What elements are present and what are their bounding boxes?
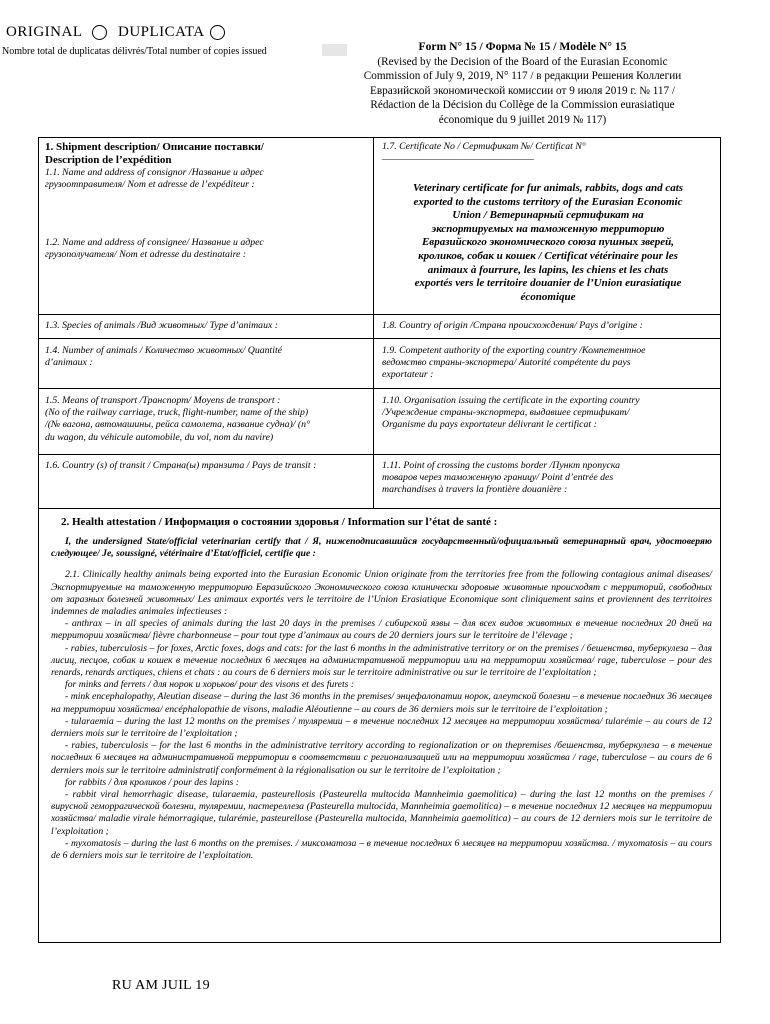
consignee-label: грузополучателя/ Nom et adresse du destinataire :: [45, 249, 247, 261]
attestation-paragraph: - anthrax – in all species of animals during the last 20 days in the premises / сибирской язвы – для всех видов животных в течение последних 20 дней на территории хозяйства/ fièvre charbonneuse – pour tout type d’animaux au cours de 20 derniers jours sur le territoire de l’élevage ;: [51, 618, 712, 642]
issuing-organisation-field[interactable]: [382, 395, 716, 432]
row-divider: [39, 388, 720, 389]
certificate-number-blank: _______________________________: [382, 151, 534, 163]
attestation-paragraph: for minks and ferrets / для норок и хорьков/ pour des visons et des furets :: [65, 679, 355, 691]
row-divider: [39, 314, 720, 315]
certificate-title: [383, 182, 713, 304]
row-divider: [39, 338, 720, 339]
border-crossing-label: товаров через таможенную границу/ Point d’entrée des: [382, 472, 614, 484]
transit-countries-field[interactable]: [45, 460, 371, 472]
consignor-label: 1.1. Name and address of consignor /Название и адрес: [45, 167, 264, 178]
certificate-title-line: Union / Ветеринарный сертификат на: [452, 209, 644, 222]
transport-label: du wagon, du véhicule automobile, du vol, nom du navire): [45, 431, 274, 443]
transit-label: 1.6. Country (s) of transit / Страна(ы) транзита / Pays de transit :: [45, 460, 317, 471]
border-crossing-label: 1.11. Point of crossing the customs border /Пункт пропуска: [382, 460, 621, 471]
attestation-paragraph: for rabbits / для кроликов / pour des lapins :: [65, 776, 239, 788]
form-revision-line: (Revised by the Decision of the Board of the Eurasian Economic: [377, 55, 668, 68]
species-label: 1.3. Species of animals /Вид животных/ Type d’animaux :: [45, 320, 279, 331]
number-of-animals-label: 1.4. Number of animals / Количество животных/ Quantité: [45, 345, 283, 356]
certificate-title-line: Veterinary certificate for fur animals, rabbits, dogs and cats: [412, 182, 684, 194]
copies-issued-label: Nombre total de duplicatas délivrés/Total number of copies issued: [2, 46, 267, 57]
competent-authority-label: 1.9. Competent authority of the exporting country /Компетентное: [382, 345, 646, 356]
number-of-animals-label: d’animaux :: [45, 357, 93, 369]
duplicata-label: DUPLICATA: [118, 24, 204, 40]
footer-code: RU AM JUIL 19: [112, 978, 210, 993]
section1-title: 1. Shipment description/ Описание поставки/: [45, 141, 264, 153]
column-divider: [373, 138, 374, 508]
original-radio[interactable]: [92, 25, 107, 40]
attestation-paragraph: - rabies, tuberculosis – for the last 6 months in the administrative territory according to regionalization or on thepremises /бешенства, туберкулеза – в течение последних 6 месяцев на административной территории в соответствии с регионализацией или на территории хозяйства / rage, tuberculose – au cours de 6 derniers mois sur le territoire administratif conformément à la régionalisation ou sur le territoire de l’exploitation ;: [51, 740, 712, 776]
form-revision-line: Rédaction de la Décision du Collège de la Commission eurasiatique: [370, 99, 675, 112]
form-revision-line: Евразийской экономической комиссии от 9 июля 2019 г. № 117 /: [369, 84, 676, 97]
certificate-title-line: Евразийского экономического союза пушных зверей,: [421, 236, 675, 249]
certificate-title-line: кроликов, собак и кошек / Certificat vétérinaire pour les: [418, 249, 678, 262]
form-revision-line: Commission of July 9, 2019, N° 117 / в редакции Решения Коллегии: [363, 70, 682, 83]
certificate-title-line: animaux à fourrure, les lapins, les chiens et les chats: [427, 263, 669, 276]
shipment-description-field[interactable]: [45, 141, 369, 191]
certificate-form: [38, 137, 721, 943]
attestation-paragraph: - rabbit viral hemorrhagic disease, tularaemia, pasteurellosis (Pasteurella multocida Mannheimia gaemolitica) – during the last 12 months on the premises / вирусной геморрагической болезни, туляремии, пастереллеза (Pasteurella multocida, Mannheimia gaemolitica) – в течение последних 12 месяцев на территории хозяйства/ maladie virale hémorragique, tularémie, pasteurellose (Pasteurella multocida, Mannheimia gaemolitica) – au cours de 12 derniers mois sur le territoire de l’exploitation ;: [51, 789, 712, 837]
row-divider: [39, 454, 720, 455]
section1-title: Description de l’expédition: [45, 154, 172, 166]
certificate-title-line: exported to the customs territory of the Eurasian Economic: [413, 195, 683, 208]
duplicata-option[interactable]: [118, 24, 225, 41]
consignor-label: грузоотправителя/ Nom et adresse de l’expéditeur :: [45, 179, 255, 191]
consignee-field[interactable]: [45, 237, 369, 261]
certificate-title-line: экспортируемых на таможенную территорию: [431, 222, 665, 235]
species-field[interactable]: [45, 320, 369, 332]
section2-title: 2. Health attestation / Информация о состоянии здоровья / Information sur l’état de santé :: [61, 516, 498, 528]
attestation-paragraph: - myxomatosis – during the last 6 months on the premises. / миксоматоза – в течение последних 6 месяцев на территории хозяйства. / myxomatosis – au cours de 6 derniers mois sur le territoire de l’exploitation.: [51, 837, 712, 862]
competent-authority-field[interactable]: [382, 345, 716, 382]
veterinarian-declaration: I, the undersigned State/official veterinarian certify that / Я, нижеподписавшийся государственный/официальный ветеринарный врач, удостоверяю следующее/ Je, soussigné, vétérinaire d’Etat/officiel, certifie que :: [51, 536, 712, 560]
form-number: Form N° 15 / Форма № 15 / Modèle N° 15: [418, 40, 627, 53]
competent-authority-label: ведомство страны-экспортера/ Autorité compétente du pays: [382, 357, 631, 369]
attestation-paragraph: - rabies, tuberculosis – for foxes, Arctic foxes, dogs and cats: for the last 6 months in the administrative territory or on the premises / бешенства, туберкулеза – для лисиц, песцов, собак и кошек в течение последних 6 месяцев на административной территории или на территории хозяйства/ rage, tuberculose – pour des renards, renards arctiques, chiens et chats : au cours de 6 derniers mois sur le territoire administrative ou sur le territoire de l’exploitation ;: [51, 642, 712, 679]
certificate-title-line: exportés vers le territoire douanier de l’Union eurasiatique: [414, 277, 682, 290]
row-divider: [39, 508, 720, 509]
competent-authority-label: exportateur :: [382, 369, 434, 381]
means-of-transport-field[interactable]: [45, 395, 371, 444]
country-of-origin-label: 1.8. Country of origin /Страна происхождения/ Pays d’origine :: [382, 320, 643, 331]
transport-label: /(№ вагона, автомашины, рейса самолета, название судна)/ (n°: [45, 419, 310, 431]
attestation-paragraph: - mink encephalopathy, Aleutian disease – during the last 36 months in the premises/ энцефалопатии норок, алеутской болезни – в течение последних 36 месяцев на территории хозяйства/ encéphalopathie de visons, maladie Aléoutienne – au cours de 36 derniers mois sur le territoire de l’exploitation ;: [51, 691, 712, 715]
attestation-paragraph: - tularaemia – during the last 12 months on the premises / туляремии – в течение последних 12 месяцев на территории хозяйства/ tularémie – au cours de 12 derniers mois sur le territoire de l’exploitation ;: [51, 715, 712, 740]
issuing-organisation-label: 1.10. Organisation issuing the certificate in the exporting country: [382, 395, 640, 406]
original-label: ORIGINAL: [6, 24, 82, 40]
certificate-number-field[interactable]: [382, 141, 712, 161]
border-crossing-field[interactable]: [382, 460, 716, 497]
form-revision-line: économique du 9 juillet 2019 № 117): [438, 113, 607, 126]
duplicata-radio[interactable]: [210, 25, 225, 40]
country-of-origin-field[interactable]: [382, 320, 716, 332]
issuing-organisation-label: /Учреждение страны-экспортера, выдавшее сертификат/: [382, 407, 630, 419]
number-of-animals-field[interactable]: [45, 345, 369, 369]
original-option[interactable]: [6, 24, 107, 41]
transport-label: (No of the railway carriage, truck, flight-number, name of the ship): [45, 407, 309, 419]
consignee-label: 1.2. Name and address of consignee/ Название и адрес: [45, 237, 264, 248]
attestation-paragraph: 2.1. Clinically healthy animals being exported into the Eurasian Economic Union originate from the territories free from the following contagious animal diseases/ Экспортируемые на таможенную территорию Евразийского Экономического союза клинически здоровые животные происходят с территорий, свободных от заразных болезней животных/ Les animaux exportés vers le territoire de l’Union Erasiatique Economique sont cliniquement sains et proviennent des territoires indemnes de maladies animales infectieuses :: [51, 569, 712, 618]
issuing-organisation-label: Organisme du pays exportateur délivrant le certificat :: [382, 419, 597, 431]
certificate-number-label: 1.7. Certificate No / Сертификат №/ Certificat N°: [382, 141, 586, 152]
health-attestation-text: [51, 536, 712, 862]
certificate-title-line: économique: [520, 290, 576, 303]
transport-label: 1.5. Means of transport /Транспорт/ Moyens de transport :: [45, 395, 281, 406]
border-crossing-label: marchandises à travers la frontière douanière :: [382, 484, 568, 496]
form-header: [325, 40, 720, 128]
